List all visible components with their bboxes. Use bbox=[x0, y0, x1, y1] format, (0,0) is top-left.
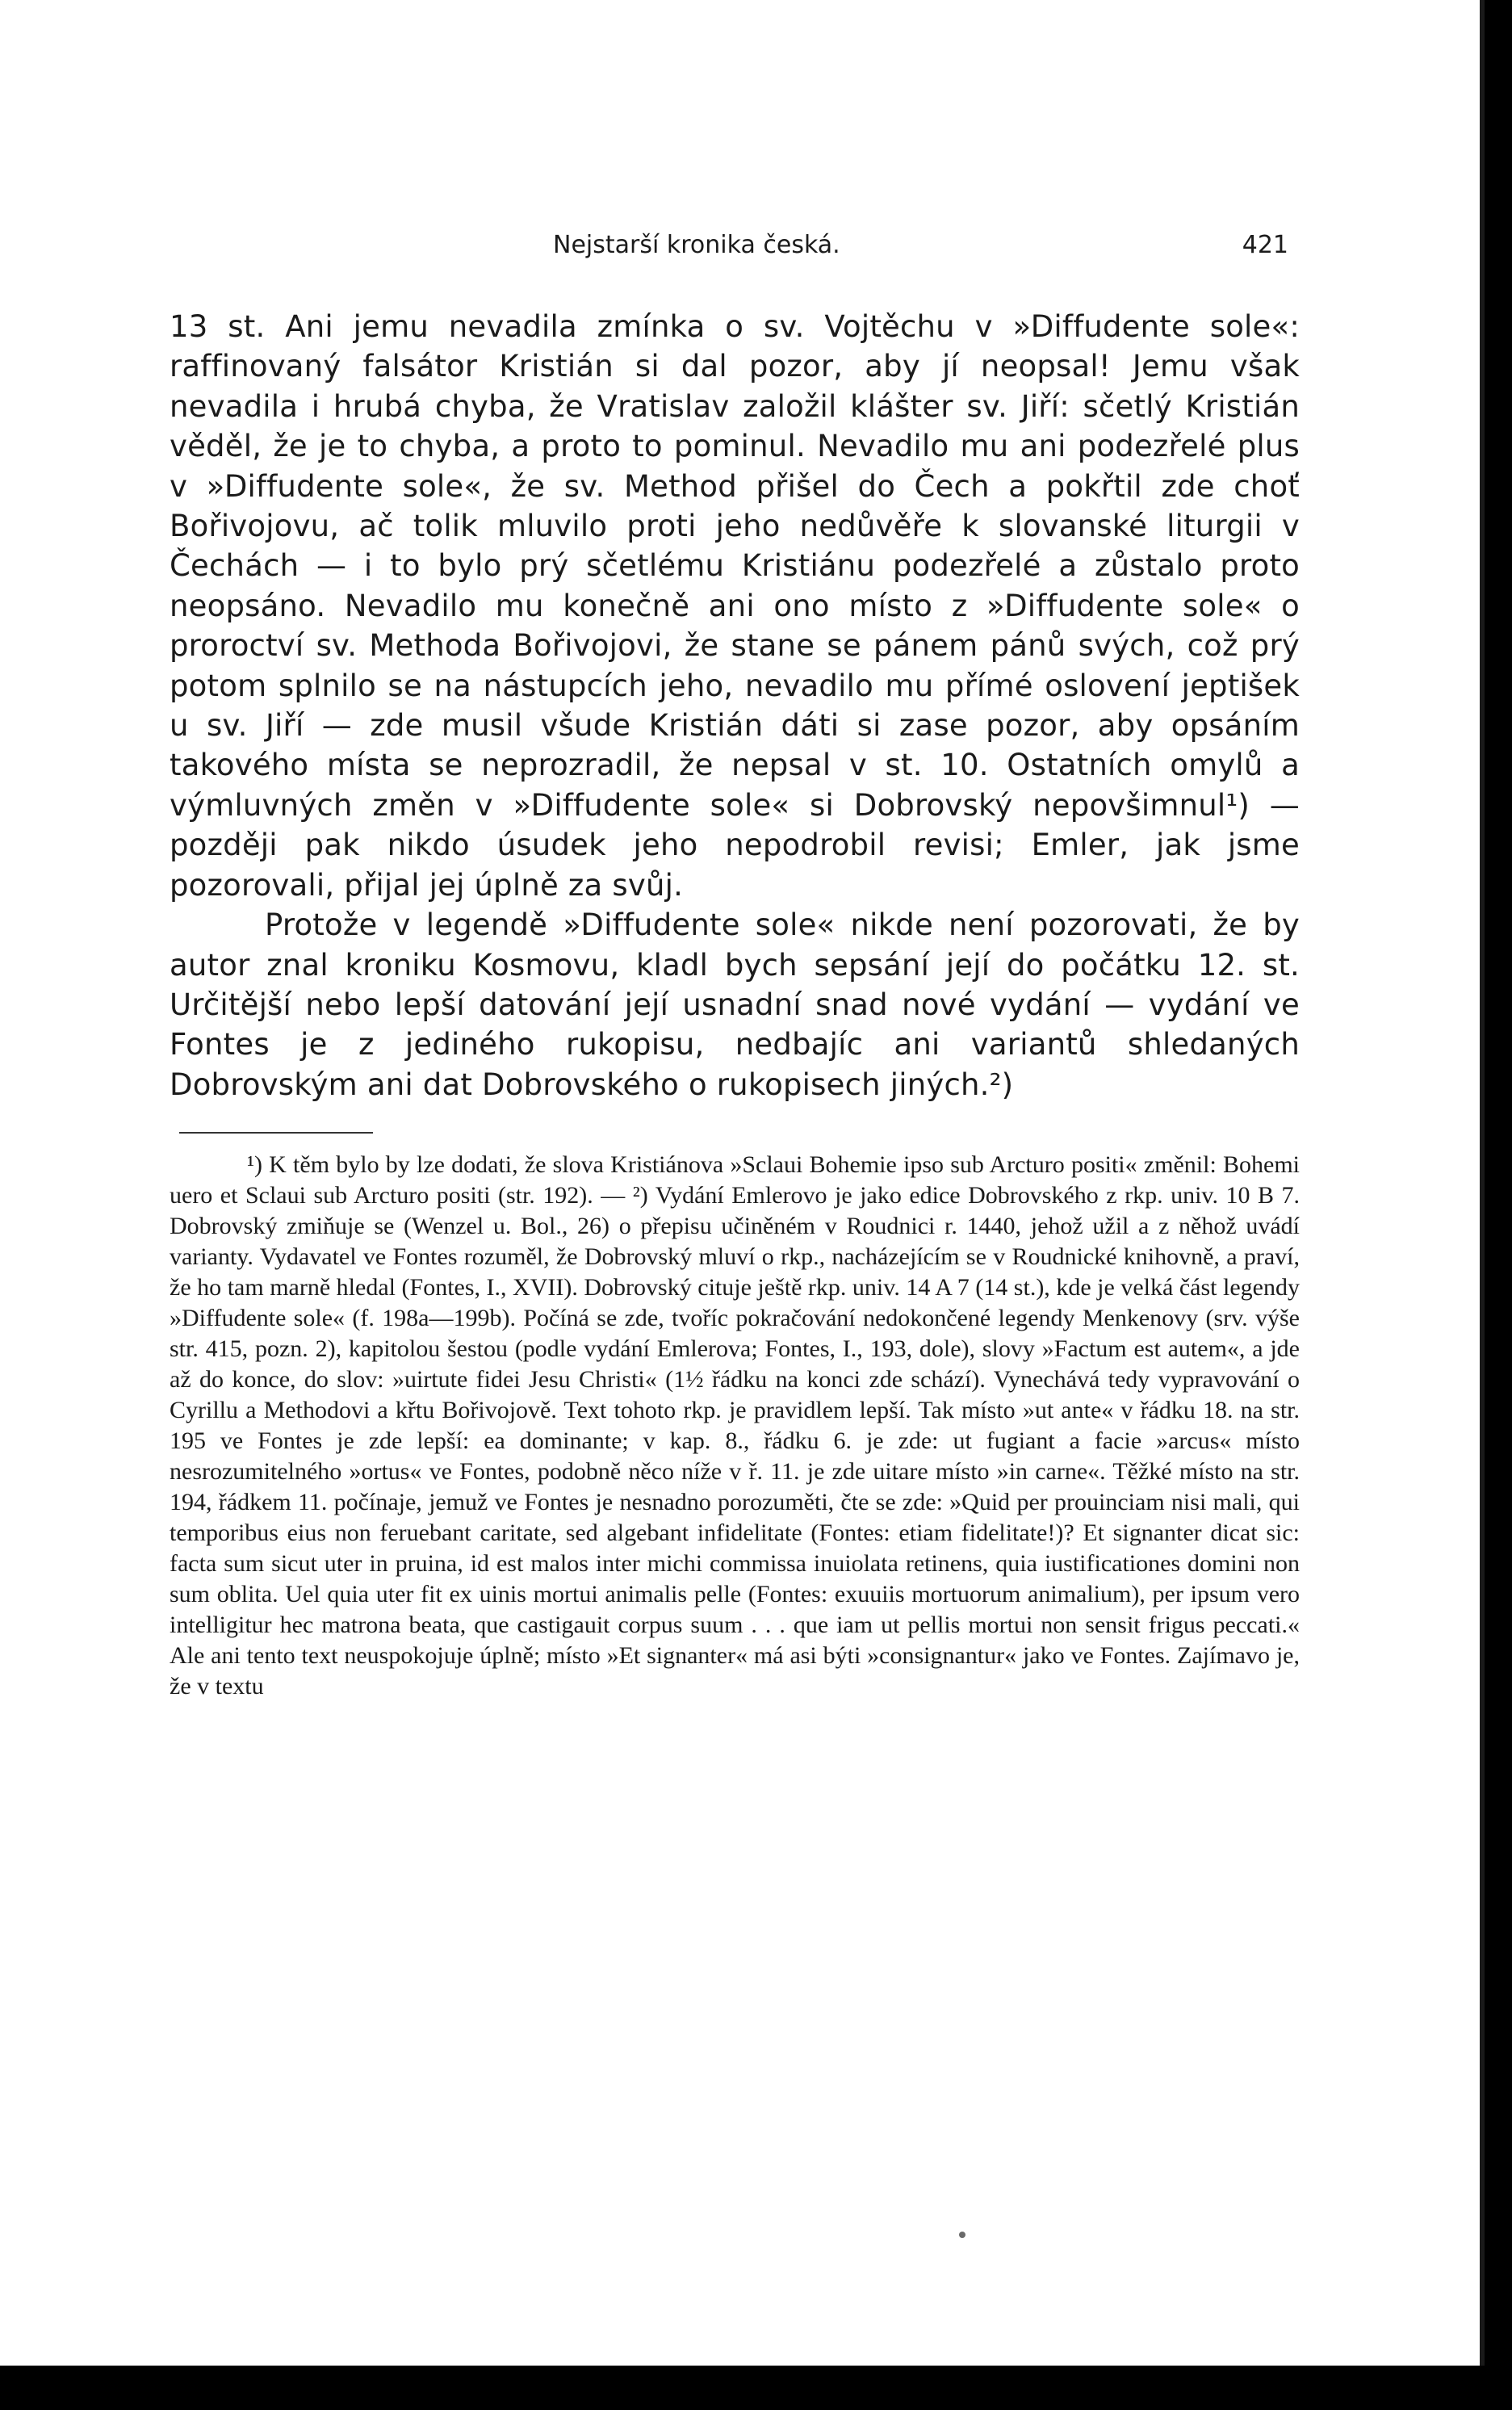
page-number: 421 bbox=[1242, 231, 1288, 259]
page-content bbox=[170, 224, 1300, 1702]
main-text bbox=[170, 307, 1300, 1104]
footnote-text: ¹) K těm bylo by lze dodati, že slova Kristiánova »Sclaui Bohemie ipso sub Arcturo positi« změnil: Bohemi uero et Sclaui sub Arcturo positi (str. 192). — ²) Vydání Emlerovo je jako edice Dobrovského z rkp. univ. 10 B 7. Dobrovský zmiňuje se (Wenzel u. Bol., 26) o přepisu učiněném v Roudnici r. 1440, jehož užil a z něhož uvádí varianty. Vydavatel ve Fontes rozuměl, že Dobrovský mluví o rkp., nacházejícím se v Roudnické knihovně, a praví, že ho tam marně hledal (Fontes, I., XVII). Dobrovský cituje ještě rkp. univ. 14 A 7 (14 st.), kde je velká část legendy »Diffudente sole« (f. 198a—199b). Počíná se zde, tvoříc pokračování nedokončené legendy Menkenovy (srv. výše str. 415, pozn. 2), kapitolou šestou (podle vydání Emlerova; Fontes, I., 193, dole), slovy »Factum est autem«, a jde až do konce, do slov: »uirtute fidei Jesu Christi« (1½ řádku na konci zde schází). Vynechává tedy vypravování o Cyrillu a Methodovi a křtu Bořivojově. Text tohoto rkp. je pravidlem lepší. Tak místo »ut ante« v řádku 18. na str. 195 ve Fontes je zde lepší: ea dominante; v kap. 8., řádku 6. je zde: ut fugiant a facie »arcus« místo nesrozumitelného »ortus« ve Fontes, podobně něco níže v ř. 11. je zde uitare místo »in carne«. Těžké místo na str. 194, řádkem 11. počínaje, jemuž ve Fontes je nesnadno porozuměti, čte se zde: »Quid per prouinciam nisi mali, qui temporibus eius non feruebant caritate, sed algebant infidelitate (Fontes: etiam fidelitate!)? Et signanter dicat sic: facta sum sicut uter in pruina, id est malos inter michi commissa inuiolata retinens, quia iustificationes domini non sum oblita. Uel quia uter fit ex uinis mortui animalis pelle (Fontes: exuuiis mortuorum animalium), per ipsum vero intelligitur hec matrona beata, que castigauit corpus suum . . . que iam ut pellis mortui non sensit frigus peccati.« Ale ani tento text neuspokojuje úplně; místo »Et signanter« má asi býti »consignantur« jako ve Fontes. Zajímavo je, že v textu bbox=[170, 1151, 1300, 1700]
body-paragraph-1: 13 st. Ani jemu nevadila zmínka o sv. Vojtěchu v »Diffudente sole«: raffinovaný falsátor Kristián si dal pozor, aby jí neopsal! Jemu však nevadila i hrubá chyba, že Vratislav založil klášter sv. Jiří: sčetlý Kristián věděl, že je to chyba, a proto to pominul. Nevadilo mu ani podezřelé plus v »Diffudente sole«, že sv. Method přišel do Čech a pokřtil zde choť Bořivojovu, ač tolik mluvilo proti jeho nedůvěře k slovanské liturgii v Čechách — i to bylo prý sčetlému Kristiánu podezřelé a zůstalo proto neopsáno. Nevadilo mu konečně ani ono místo z »Diffudente sole« o proroctví sv. Methoda Bořivojovi, že stane se pánem pánů svých, což prý potom splnilo se na nástupcích jeho, nevadilo mu přímé oslovení jeptišek u sv. Jiří — zde musil všude Kristián dáti si zase pozor, aby opsáním takového místa se neprozradil, že nepsal v st. 10. Ostatních omylů a výmluvných změn v »Diffudente sole« si Dobrovský nepovšimnul¹) — později pak nikdo úsudek jeho nepodrobil revisi; Emler, jak jsme pozorovali, přijal jej úplně za svůj. bbox=[170, 309, 1300, 903]
running-title: Nejstarší kronika česká. bbox=[553, 231, 840, 259]
footnotes bbox=[170, 1150, 1300, 1702]
footnote-rule bbox=[179, 1132, 373, 1134]
body-paragraph-2: Protože v legendě »Diffudente sole« nikde není pozorovati, že by autor znal kroniku Kosmovu, kladl bych sepsání její do počátku 12. st. Určitější nebo lepší datování její usnadní snad nové vydání — vydání ve Fontes je z jediného rukopisu, nedbajíc ani variantů shledaných Dobrovským ani dat Dobrovského o rukopisech jiných.²) bbox=[170, 907, 1300, 1102]
running-head bbox=[170, 224, 1300, 270]
print-speck bbox=[959, 2232, 965, 2238]
